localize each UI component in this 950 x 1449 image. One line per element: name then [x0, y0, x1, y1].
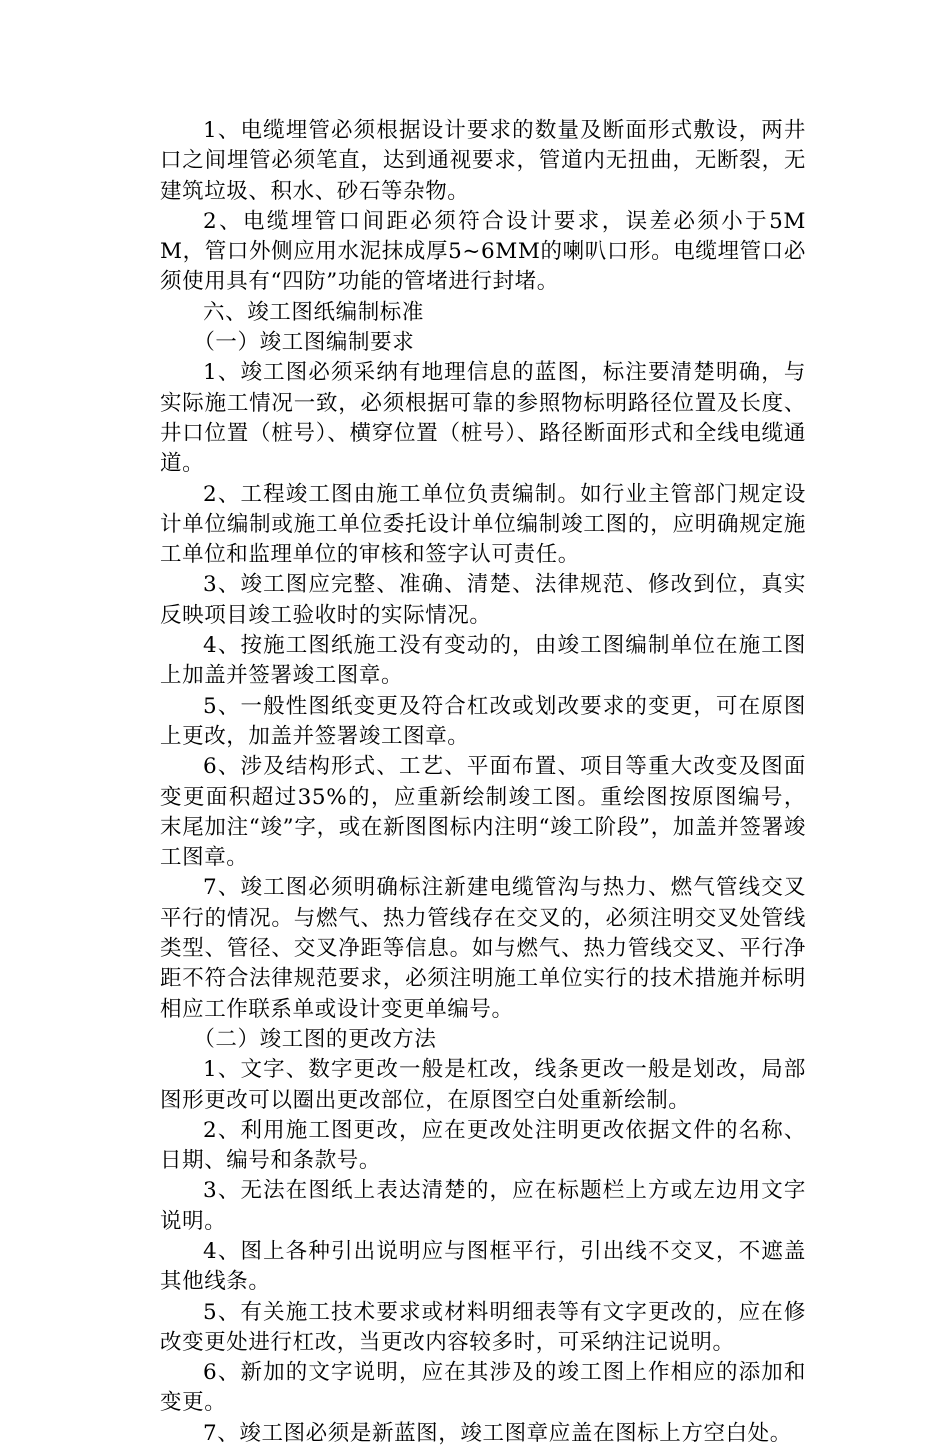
method-item-5: 5、有关施工技术要求或材料明细表等有文字更改的，应在修改变更处进行杠改，当更改内容较多时，可采纳注记说明。 — [160, 1299, 806, 1355]
method-item-7: 7、竣工图必须是新蓝图，竣工图章应盖在图标上方空白处。 — [203, 1420, 792, 1446]
paragraph-cable-conduit-laying: 1、电缆埋管必须根据设计要求的数量及断面形式敷设，两井口之间埋管必须笔直，达到通视要求，管道内无扭曲，无断裂，无建筑垃圾、积水、砂石等杂物。 — [160, 118, 806, 204]
section-title: 六、竣工图纸编制标准 — [203, 299, 425, 325]
subsection-title-modification-methods: （二）竣工图的更改方法 — [193, 1026, 437, 1052]
document-body — [160, 116, 806, 1449]
method-item-6: 6、新加的文字说明，应在其涉及的竣工图上作相应的添加和变更。 — [160, 1360, 806, 1416]
method-item-4: 4、图上各种引出说明应与图框平行，引出线不交叉，不遮盖其他线条。 — [160, 1238, 806, 1295]
requirement-item-7: 7、竣工图必须明确标注新建电缆管沟与热力、燃气管线交叉平行的情况。与燃气、热力管线存在交叉的，必须注明交叉处管线类型、管径、交叉净距等信息。如与燃气、热力管线交叉、平行净距不符合法律规范要求，必须注明施工单位实行的技术措施并标明相应工作联系单或设计变更单编号。 — [160, 875, 806, 1022]
requirement-item-3: 3、竣工图应完整、准确、清楚、法律规范、修改到位，真实反映项目竣工验收时的实际情况。 — [160, 572, 806, 628]
method-item-3: 3、无法在图纸上表达清楚的，应在标题栏上方或左边用文字说明。 — [160, 1178, 806, 1234]
requirement-item-5: 5、一般性图纸变更及符合杠改或划改要求的变更，可在原图上更改，加盖并签署竣工图章。 — [160, 693, 806, 749]
requirement-item-4: 4、按施工图纸施工没有变动的，由竣工图编制单位在施工图上加盖并签署竣工图章。 — [160, 633, 806, 689]
paragraph-cable-conduit-spacing: 2、电缆埋管口间距必须符合设计要求，误差必须小于5MM，管口外侧应用水泥抹成厚5~6MM的喇叭口形。电缆埋管口必须使用具有“四防”功能的管堵进行封堵。 — [160, 208, 806, 295]
requirement-item-6: 6、涉及结构形式、工艺、平面布置、项目等重大改变及图面变更面积超过35%的，应重新绘制竣工图。重绘图按原图编号，末尾加注“竣”字，或在新图图标内注明“竣工阶段”，加盖并签署竣工图章。 — [160, 754, 806, 871]
subsection-title-requirements: （一）竣工图编制要求 — [193, 330, 415, 356]
method-item-2: 2、利用施工图更改，应在更改处注明更改依据文件的名称、日期、编号和条款号。 — [160, 1117, 806, 1174]
requirement-item-1: 1、竣工图必须采纳有地理信息的蓝图，标注要清楚明确，与实际施工情况一致，必须根据可靠的参照物标明路径位置及长度、井口位置（桩号）、横穿位置（桩号）、路径断面形式和全线电缆通道。 — [160, 360, 806, 477]
requirement-item-2: 2、工程竣工图由施工单位负责编制。如行业主管部门规定设计单位编制或施工单位委托设计单位编制竣工图的，应明确规定施工单位和监理单位的审核和签字认可责任。 — [160, 481, 806, 568]
method-item-1: 1、文字、数字更改一般是杠改，线条更改一般是划改，局部图形更改可以圈出更改部位，在原图空白处重新绘制。 — [160, 1057, 806, 1113]
